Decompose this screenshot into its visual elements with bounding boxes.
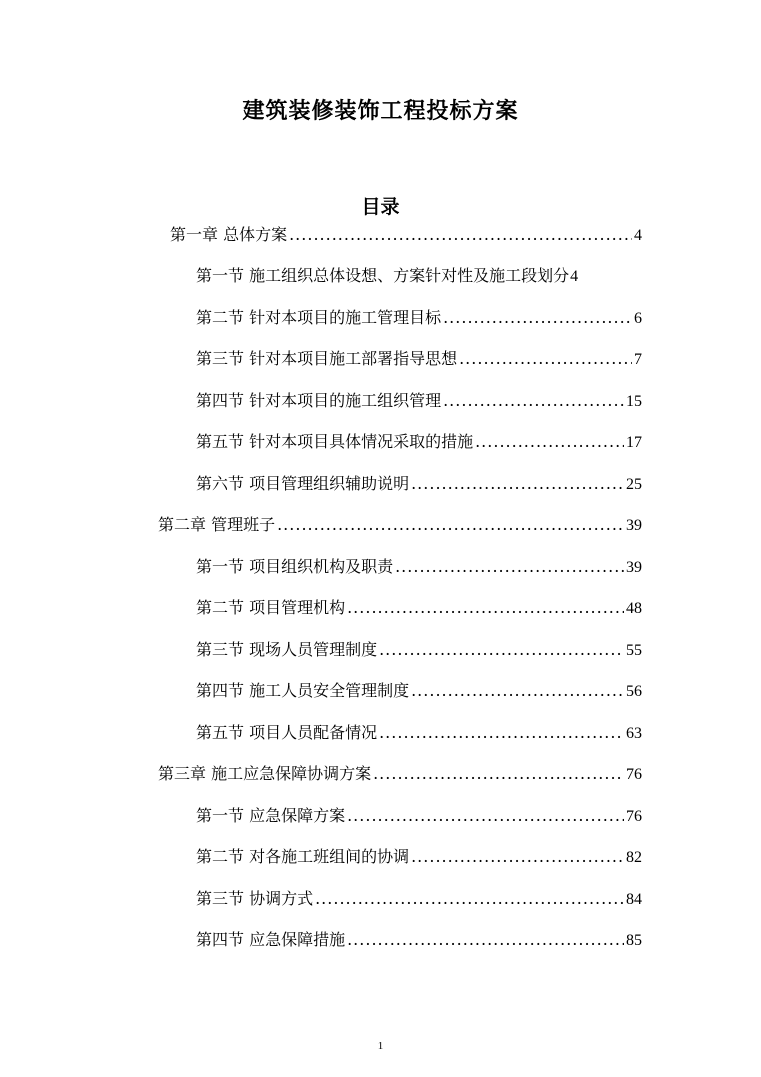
toc-entry[interactable] <box>196 471 642 494</box>
toc-entry-page: 85 <box>626 932 642 949</box>
toc-entry[interactable] <box>196 595 642 618</box>
toc-entry[interactable] <box>196 305 642 328</box>
toc-entry[interactable] <box>196 886 642 909</box>
toc-leader-dots <box>443 308 632 327</box>
toc-entry-title: 第二节 对各施工班组间的协调 <box>196 847 410 866</box>
toc-entry-title: 第六节 项目管理组织辅助说明 <box>196 474 410 493</box>
toc-heading: 目录 <box>361 196 400 218</box>
toc-entry-title: 第二章 管理班子 <box>158 515 276 534</box>
toc-entry-page: 82 <box>626 849 642 866</box>
toc-entry[interactable] <box>196 637 642 660</box>
toc-entry-page: 56 <box>626 683 642 700</box>
document-title: 建筑装修装饰工程投标方案 <box>242 99 519 124</box>
toc-entry-title: 第二节 针对本项目的施工管理目标 <box>196 308 442 327</box>
page-number: 1 <box>377 1040 384 1052</box>
toc-entry-page: 84 <box>626 891 642 908</box>
toc-entry-title: 第一节 项目组织机构及职责 <box>196 557 394 576</box>
toc-leader-dots <box>379 723 624 742</box>
toc-leader-dots <box>347 806 624 825</box>
toc-entry-page: 39 <box>626 559 642 576</box>
toc-entry-page: 76 <box>626 808 642 825</box>
toc-entry[interactable] <box>196 720 642 743</box>
toc-entry[interactable] <box>196 388 642 411</box>
toc-entry-title: 第三节 针对本项目施工部署指导思想 <box>196 349 458 368</box>
toc-leader-dots <box>379 640 624 659</box>
toc-entry-page: 25 <box>626 476 642 493</box>
toc-entry-title: 第一节 施工组织总体设想、方案针对性及施工段划分 <box>196 266 570 285</box>
toc-entry[interactable] <box>196 927 642 950</box>
toc-entry-title: 第三章 施工应急保障协调方案 <box>158 764 372 783</box>
toc-leader-dots <box>315 889 624 908</box>
toc-entry-page: 17 <box>626 434 642 451</box>
toc-entry[interactable] <box>196 803 642 826</box>
toc-entry[interactable] <box>196 678 642 701</box>
toc-entry-title: 第三节 协调方式 <box>196 889 314 908</box>
toc-entry-title: 第一章 总体方案 <box>170 225 288 244</box>
toc-entry-page: 7 <box>634 351 642 368</box>
toc-leader-dots <box>443 391 624 410</box>
toc-entry-title: 第二节 项目管理机构 <box>196 598 346 617</box>
toc-entry[interactable] <box>196 346 642 369</box>
toc-leader-dots <box>373 764 624 783</box>
toc-entry-title: 第一节 应急保障方案 <box>196 806 346 825</box>
toc-entry-page: 39 <box>626 517 642 534</box>
toc-entry-page: 4 <box>570 268 579 285</box>
toc-entry[interactable] <box>196 263 642 286</box>
toc-leader-dots <box>411 681 624 700</box>
toc-entry-page: 6 <box>634 310 642 327</box>
toc-entry[interactable] <box>196 429 642 452</box>
toc-entry[interactable] <box>196 554 642 577</box>
toc-entry[interactable] <box>170 222 642 245</box>
toc-entry-title: 第四节 针对本项目的施工组织管理 <box>196 391 442 410</box>
toc-entry-page: 4 <box>634 227 642 244</box>
toc-entry-page: 55 <box>626 642 642 659</box>
toc-entry[interactable] <box>196 844 642 867</box>
toc-leader-dots <box>411 847 624 866</box>
toc-entry-title: 第四节 应急保障措施 <box>196 930 346 949</box>
toc-entry-title: 第三节 现场人员管理制度 <box>196 640 378 659</box>
toc-entry-title: 第五节 项目人员配备情况 <box>196 723 378 742</box>
toc-entry[interactable] <box>158 512 642 535</box>
toc-leader-dots <box>347 930 624 949</box>
toc-entry-title: 第五节 针对本项目具体情况采取的措施 <box>196 432 474 451</box>
toc-leader-dots <box>395 557 624 576</box>
toc-leader-dots <box>347 598 624 617</box>
toc-leader-dots <box>475 432 624 451</box>
toc-entry[interactable] <box>158 761 642 784</box>
toc-leader-dots <box>289 225 632 244</box>
toc-entry-title: 第四节 施工人员安全管理制度 <box>196 681 410 700</box>
toc-entry-page: 48 <box>626 600 642 617</box>
toc-entry-page: 15 <box>626 393 642 410</box>
toc-entry-page: 76 <box>626 766 642 783</box>
toc-entry-page: 63 <box>626 725 642 742</box>
toc-leader-dots <box>277 515 624 534</box>
toc-leader-dots <box>459 349 632 368</box>
toc-leader-dots <box>411 474 624 493</box>
